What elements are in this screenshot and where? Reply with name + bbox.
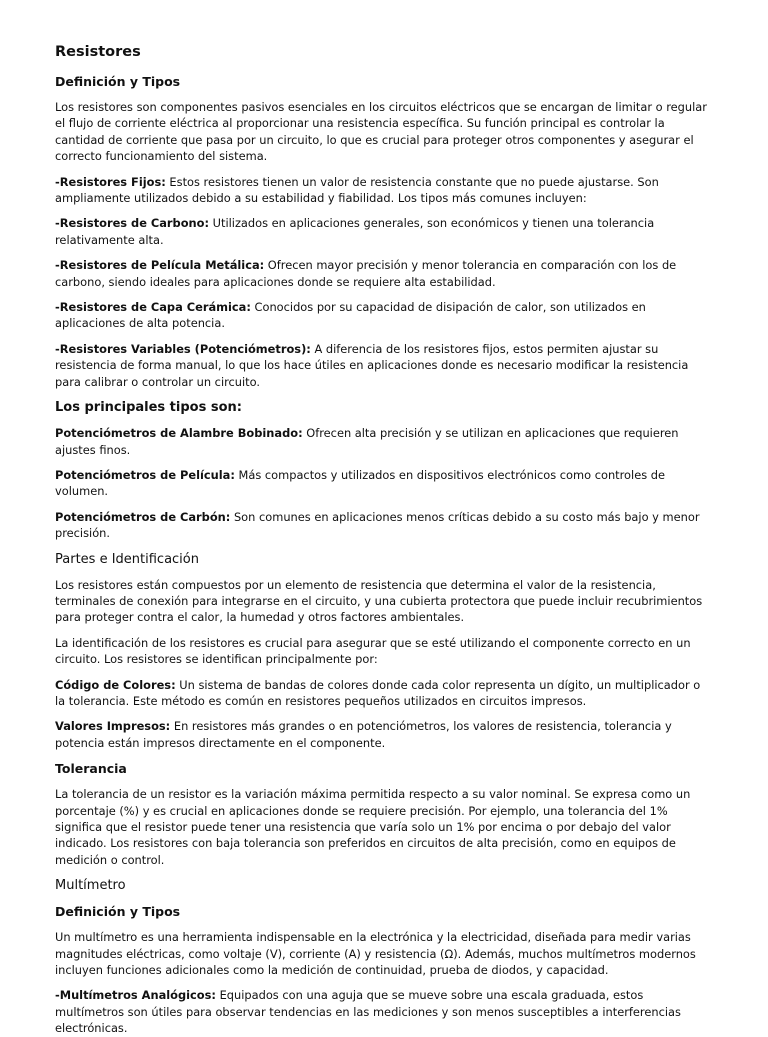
document-title: Resistores <box>55 44 141 60</box>
term-text: Estos resistores tienen un valor de resistencia constante que no puede ajustarse. Son ampliamente utilizados debido a su estabilidad y fiabilidad. Los tipos más comunes incluyen: <box>55 174 659 206</box>
paragraph-valores-impresos <box>55 718 708 751</box>
paragraph-resistores-fijos <box>55 174 708 207</box>
term-label: Código de Colores: <box>55 677 176 692</box>
term-label: -Multímetros Analógicos: <box>55 988 216 1003</box>
term-text: Utilizados en aplicaciones generales, son económicos y tienen una tolerancia relativamente alta. <box>55 216 655 247</box>
term-text: Ofrecen mayor precisión y menor tolerancia en comparación con los de carbono, siendo ideales para aplicaciones donde se requiere alta estabilidad. <box>55 258 677 289</box>
paragraph-multimetros-analogicos <box>55 987 708 1036</box>
term-text: Ofrecen alta precisión y se utilizan en aplicaciones que requieren ajustes finos. <box>55 426 679 457</box>
term-text: A diferencia de los resistores fijos, estos permiten ajustar su resistencia de forma manual, lo que los hace útiles en aplicaciones donde es necesario modificar la resistencia para calibrar o controlar un circuito. <box>55 341 689 389</box>
term-label: -Resistores Variables (Potenciómetros): <box>55 341 311 356</box>
term-label: -Resistores de Película Metálica: <box>55 258 265 273</box>
section-heading-multimetro: Multímetro <box>55 878 126 894</box>
term-text: Equipados con una aguja que se mueve sobre una escala graduada, estos multímetros son útiles para observar tendencias en las mediciones y son menos susceptibles a interferencias electrónicas. <box>55 988 681 1036</box>
term-label: -Resistores de Capa Cerámica: <box>55 300 251 315</box>
paragraph-codigo-colores <box>55 677 708 710</box>
paragraph-resistores-variables <box>55 341 708 390</box>
paragraph-pot-carbon <box>55 509 708 542</box>
term-label: Potenciómetros de Carbón: <box>55 509 231 524</box>
paragraph-partes-2: La identificación de los resistores es crucial para asegurar que se esté utilizando el componente correcto en un circuito. Los resistores se identifican principalmente por: <box>55 635 691 667</box>
section-heading-definicion-multimetro: Definición y Tipos <box>55 904 181 920</box>
paragraph-resistores-carbono <box>55 215 708 248</box>
section-heading-partes: Partes e Identificación <box>55 551 199 567</box>
paragraph-intro: Los resistores son componentes pasivos esenciales en los circuitos eléctricos que se encargan de limitar o regular el flujo de corriente eléctrica al proporcionar una resistencia específica. Su función principal es controlar la cantidad de corriente que pasa por un circuito, lo que es crucial para proteger otros componentes y asegurar el correcto funcionamiento del sistema. <box>55 100 707 164</box>
term-label: Potenciómetros de Película: <box>55 467 235 482</box>
paragraph-resistores-ceramica <box>55 299 708 332</box>
term-text: Conocidos por su capacidad de disipación de calor, son utilizados en aplicaciones de alta potencia. <box>55 300 646 331</box>
paragraph-pot-alambre <box>55 425 708 458</box>
term-label: Potenciómetros de Alambre Bobinado: <box>55 426 303 441</box>
paragraph-tolerancia: La tolerancia de un resistor es la variación máxima permitida respecto a su valor nominal. Se expresa como un porcentaje (%) y es crucial en aplicaciones donde se requiere precisión. Por ejemplo, una tolerancia del 1% significa que el resistor puede tener una resistencia que varía solo un 1% por encima o por debajo del valor indicado. Los resistores con baja tolerancia son preferidos en circuitos de alta precisión, como en equipos de medición o control. <box>55 787 691 867</box>
paragraph-resistores-pelicula <box>55 257 708 290</box>
paragraph-pot-pelicula <box>55 467 708 500</box>
term-text: Un sistema de bandas de colores donde cada color representa un dígito, un multiplicador o la tolerancia. Este método es común en resistores pequeños utilizados en circuitos impresos. <box>55 677 701 708</box>
section-heading-principales: Los principales tipos son: <box>55 400 242 416</box>
term-label: -Resistores de Carbono: <box>55 216 210 231</box>
term-label: -Resistores Fijos: <box>55 174 166 189</box>
term-text: En resistores más grandes o en potenciómetros, los valores de resistencia, tolerancia y potencia están impresos directamente en el componente. <box>55 719 672 750</box>
term-label: Valores Impresos: <box>55 719 171 734</box>
term-text: Más compactos y utilizados en dispositivos electrónicos como controles de volumen. <box>55 467 665 499</box>
paragraph-partes-1: Los resistores están compuestos por un elemento de resistencia que determina el valor de la resistencia, terminales de conexión para integrarse en el circuito, y una cubierta protectora que puede incluir recubrimientos para proteger contra el calor, la humedad y otros factores ambientales. <box>55 577 703 625</box>
paragraph-multimetro: Un multímetro es una herramienta indispensable en la electrónica y la electricidad, diseñada para medir varias magnitudes eléctricas, como voltaje (V), corriente (A) y resistencia (Ω). Además, muchos multímetros modernos incluyen funciones adicionales como la medición de continuidad, prueba de diodos, y capacidad. <box>55 930 696 978</box>
term-text: Son comunes en aplicaciones menos críticas debido a su costo más bajo y menor precisión. <box>55 509 700 541</box>
section-heading-tolerancia: Tolerancia <box>55 761 127 777</box>
section-heading-definicion: Definición y Tipos <box>55 74 181 89</box>
